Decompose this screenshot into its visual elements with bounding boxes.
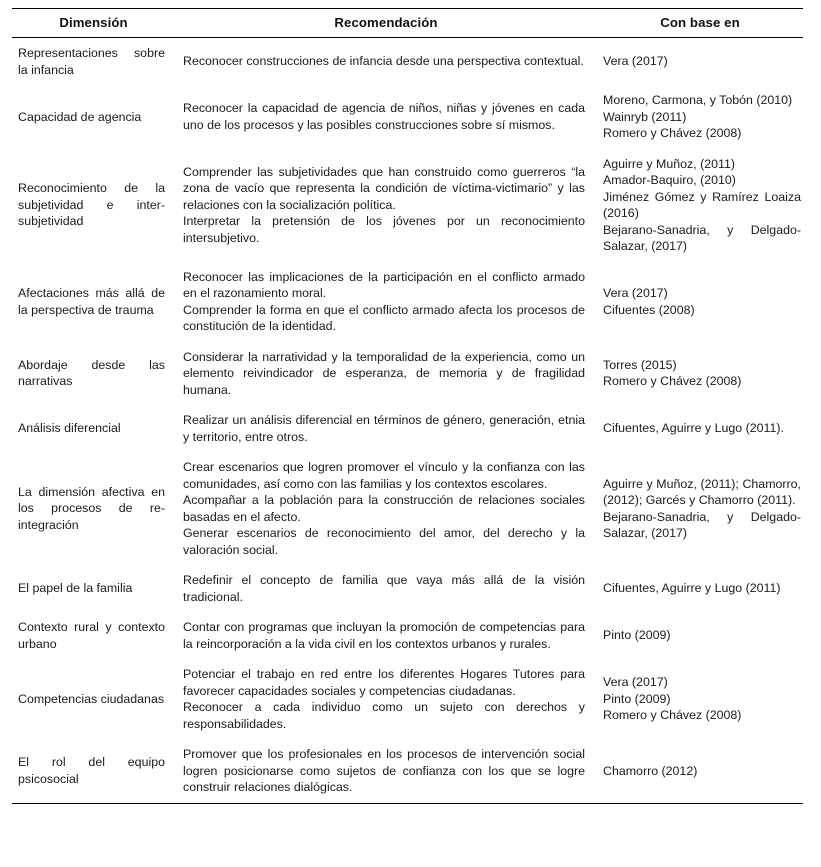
dimension-cell: Competencias ciudadanas (18, 691, 165, 706)
table-row (12, 149, 803, 262)
base-cell (597, 565, 803, 612)
reference-entry: Pinto (2009) (603, 628, 671, 643)
dimension-cell: Capacidad de agencia (18, 109, 142, 124)
recomendacion-paragraph: Considerar la narratividad y la temporalidad de la experiencia, como un elemento reivindicador de esperanza, de memoria y de fragilidad humana. (183, 349, 585, 397)
recomendacion-paragraph: Comprender las subjetividades que han construido como guerreros “la zona de vacío que representa la condición de víctima-victimario” y las relaciones con la socialización política. (183, 164, 585, 212)
base-cell (597, 452, 803, 565)
recomendacion-cell (175, 612, 597, 659)
base-cell (597, 149, 803, 262)
table-row (12, 262, 803, 342)
reference-entry: Romero y Chávez (2008) (603, 708, 742, 723)
recomendacion-cell (175, 405, 597, 452)
reference-entry: Bejarano-Sanadria, y Delgado-Salazar, (2017) (603, 222, 801, 253)
base-cell (597, 342, 803, 406)
dimension-cell: La dimensión afectiva en los procesos de re-integración (18, 484, 165, 532)
column-header-recomendacion: Recomendación (334, 15, 438, 30)
column-header-dimension: Dimensión (59, 15, 128, 30)
recomendacion-paragraph: Reconocer las implicaciones de la participación en el conflicto armado en el razonamiento moral. (183, 269, 585, 300)
table-row (12, 612, 803, 659)
reference-entry: Bejarano-Sanadria, y Delgado-Salazar, (2017) (603, 509, 801, 540)
base-cell (597, 612, 803, 659)
reference-entry: Torres (2015) (603, 357, 677, 372)
dimension-cell: Afectaciones más allá de la perspectiva de trauma (18, 286, 165, 317)
table-row (12, 659, 803, 739)
reference-entry: Cifuentes, Aguirre y Lugo (2011). (603, 421, 784, 436)
dimension-cell: El papel de la familia (18, 581, 133, 596)
table-row (12, 739, 803, 803)
reference-entry: Cifuentes, Aguirre y Lugo (2011) (603, 581, 781, 596)
table-row (12, 38, 803, 86)
recomendacion-paragraph: Realizar un análisis diferencial en términos de género, generación, etnia y territorio, entre otros. (183, 413, 585, 444)
base-cell (597, 85, 803, 149)
reference-entry: Romero y Chávez (2008) (603, 126, 742, 140)
table-row (12, 405, 803, 452)
recomendacion-paragraph: Redefinir el concepto de familia que vaya más allá de la visión tradicional. (183, 573, 585, 604)
recomendacion-paragraph: Reconocer la capacidad de agencia de niños, niñas y jóvenes en cada uno de los procesos y las posibles construcciones sobre sí mismos. (183, 101, 585, 132)
table-body (12, 38, 803, 804)
reference-entry: Chamorro (2012) (603, 763, 698, 778)
reference-entry: Vera (2017) (603, 54, 668, 69)
column-header-base: Con base en (660, 15, 740, 30)
reference-entry: Cifuentes (2008) (603, 302, 695, 317)
recomendacion-paragraph: Contar con programas que incluyan la promoción de competencias para la reincorporación a la vida civil en los contextos urbanos y rurales. (183, 620, 585, 651)
recomendacion-paragraph: Crear escenarios que logren promover el vínculo y la confianza con las comunidades, así como con las familias y los contextos escolares. (183, 460, 585, 491)
recomendacion-cell (175, 85, 597, 149)
recomendacion-paragraph: Potenciar el trabajo en red entre los diferentes Hogares Tutores para favorecer capacidades sociales y competencias ciudadanas. (183, 667, 585, 698)
reference-entry: Wainryb (2011) (603, 109, 687, 124)
dimension-cell: Análisis diferencial (18, 421, 121, 436)
recomendacion-cell (175, 262, 597, 342)
reference-entry: Pinto (2009) (603, 691, 671, 706)
dimension-cell: Contexto rural y contexto urbano (18, 620, 165, 651)
recomendacion-paragraph: Acompañar a la población para la construcción de relaciones sociales basadas en el afecto. (183, 493, 585, 524)
reference-entry: Romero y Chávez (2008) (603, 374, 742, 389)
base-cell (597, 262, 803, 342)
base-cell (597, 405, 803, 452)
recomendacion-paragraph: Reconocer a cada individuo como un sujeto con derechos y responsabilidades. (183, 700, 585, 731)
dimension-cell: El rol del equipo psicosocial (18, 755, 165, 786)
recomendacion-cell (175, 739, 597, 803)
recommendations-table (12, 8, 803, 804)
recomendacion-cell (175, 659, 597, 739)
recomendacion-cell (175, 452, 597, 565)
table-row (12, 565, 803, 612)
base-cell (597, 659, 803, 739)
dimension-cell: Representaciones sobre la infancia (18, 46, 165, 77)
reference-entry: Jiménez Gómez y Ramírez Loaiza (2016) (603, 189, 801, 220)
reference-entry: Amador-Baquiro, (2010) (603, 173, 736, 187)
table-row (12, 85, 803, 149)
recomendacion-paragraph: Generar escenarios de reconocimiento del amor, del derecho y la valoración social. (183, 526, 585, 557)
recomendacion-paragraph: Comprender la forma en que el conflicto armado afecta los procesos de constitución de la identidad. (183, 302, 585, 333)
recomendacion-cell (175, 149, 597, 262)
recomendacion-cell (175, 38, 597, 86)
table-row (12, 342, 803, 406)
dimension-cell: Abordaje desde las narrativas (18, 357, 165, 389)
reference-entry: Vera (2017) (603, 286, 668, 300)
dimension-cell: Reconocimiento de la subjetividad e inter-subjetividad (18, 181, 165, 229)
recomendacion-cell (175, 342, 597, 406)
recomendacion-paragraph: Reconocer construcciones de infancia desde una perspectiva contextual. (183, 54, 584, 69)
table-header (12, 9, 803, 38)
recomendacion-paragraph: Interpretar la pretensión de los jóvenes por un reconocimiento intersubjetivo. (183, 214, 585, 245)
table-row (12, 452, 803, 565)
recomendacion-paragraph: Promover que los profesionales en los procesos de intervención social logren posicionarse como sujetos de confianza con los que se logre construir relaciones dialógicas. (183, 747, 585, 794)
reference-entry: Vera (2017) (603, 675, 668, 690)
recomendacion-cell (175, 565, 597, 612)
header-row (12, 9, 803, 38)
reference-entry: Moreno, Carmona, y Tobón (2010) (603, 93, 793, 107)
reference-entry: Aguirre y Muñoz, (2011) (603, 156, 735, 171)
base-cell (597, 38, 803, 86)
base-cell (597, 739, 803, 803)
reference-entry: Aguirre y Muñoz, (2011); Chamorro, (2012); Garcés y Chamorro (2011). (603, 476, 801, 507)
